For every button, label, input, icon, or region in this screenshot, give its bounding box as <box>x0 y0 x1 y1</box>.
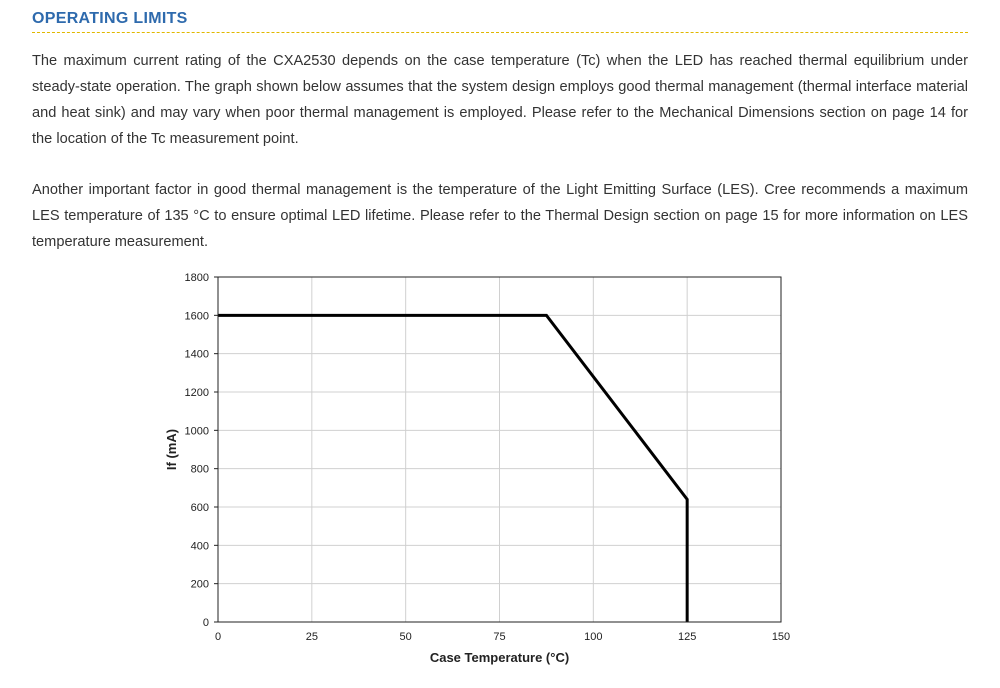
y-tick-label: 1200 <box>184 387 209 399</box>
x-tick-label: 150 <box>771 631 791 643</box>
section-title: OPERATING LIMITS <box>32 10 188 27</box>
x-tick-label: 25 <box>305 631 318 643</box>
x-axis-label: Case Temperature (°C) <box>429 650 570 665</box>
y-tick-label: 0 <box>202 617 209 629</box>
paragraph-les-temperature: Another important factor in good thermal management is the temperature of the Light Emitting Surface (LES). Cree recommends a maximum LES temperature of 135 °C to ensure optimal LED lifetime. Please refer to the Thermal Design section on page 15 for more information on LES temperature measurement. <box>32 182 968 250</box>
x-tick-label: 100 <box>584 631 603 643</box>
y-tick-label: 200 <box>190 578 209 591</box>
x-tick-label: 50 <box>399 631 412 643</box>
y-tick-label: 1000 <box>184 425 209 438</box>
y-tick-label: 1600 <box>184 310 209 323</box>
y-axis-label: If (mA) <box>164 428 179 471</box>
x-tick-label: 125 <box>677 631 697 643</box>
x-tick-labels <box>215 631 790 643</box>
y-tick-labels <box>185 272 218 629</box>
y-tick-label: 1800 <box>184 272 209 284</box>
y-tick-label: 800 <box>190 463 209 476</box>
x-tick-label: 0 <box>214 631 222 643</box>
y-tick-label: 600 <box>190 502 209 514</box>
paragraph-operating-current: The maximum current rating of the CXA2530 depends on the case temperature (Tc) when the LED has reached thermal equilibrium under steady-state operation. The graph shown below assumes that the system design employs good thermal management (thermal interface material and heat sink) and may vary when poor thermal management is employed. Please refer to the Mechanical Dimensions section on page 14 for the location of the Tc measurement point. <box>32 53 968 147</box>
x-tick-label: 75 <box>493 631 506 643</box>
chart-grid <box>218 277 781 622</box>
y-tick-label: 400 <box>190 540 209 553</box>
y-tick-label: 1400 <box>184 348 209 361</box>
